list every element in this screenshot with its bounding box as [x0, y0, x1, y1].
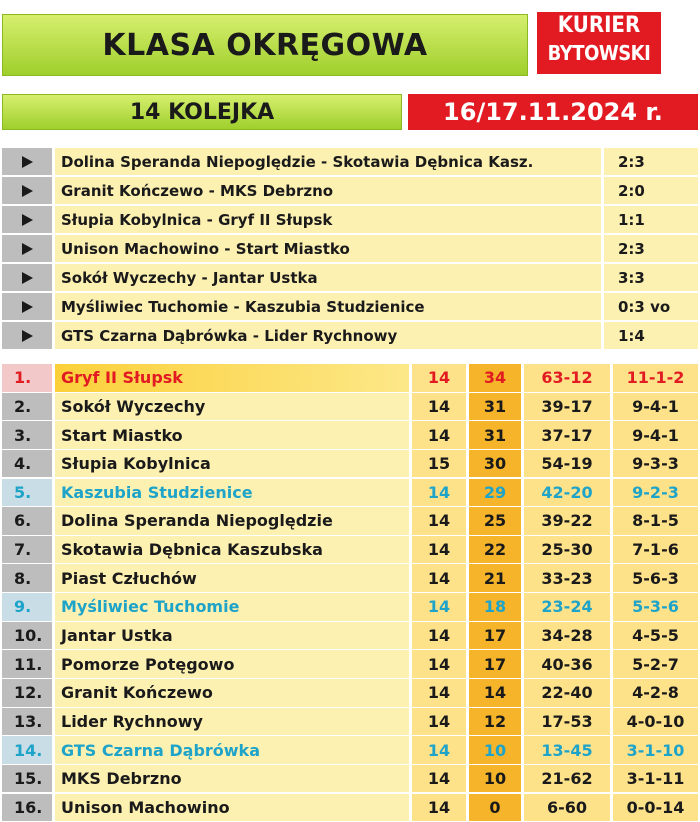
- match-row: [2, 293, 698, 320]
- games-played: 14: [412, 650, 466, 678]
- table-row: [2, 421, 698, 449]
- table-row: [2, 507, 698, 535]
- points: 10: [469, 765, 521, 793]
- team-name: Pomorze Potęgowo: [55, 650, 409, 678]
- games-played: 14: [412, 736, 466, 764]
- team-name: Start Miastko: [55, 421, 409, 449]
- team-name: Sokół Wyczechy: [55, 393, 409, 421]
- goals: 39-22: [524, 507, 610, 535]
- header: [0, 8, 700, 82]
- table-row: [2, 564, 698, 592]
- match-row: [2, 322, 698, 349]
- match-score: 1:4: [604, 322, 698, 349]
- points: 25: [469, 507, 521, 535]
- round-bar: [2, 94, 402, 130]
- match-row: [2, 235, 698, 262]
- play-arrow-icon: [2, 177, 52, 204]
- play-arrow-icon: [2, 293, 52, 320]
- match-fixture: Dolina Speranda Niepoględzie - Skotawia Dębnica Kasz.: [55, 148, 601, 175]
- match-fixture: Słupia Kobylnica - Gryf II Słupsk: [55, 206, 601, 233]
- games-played: 15: [412, 450, 466, 478]
- position: 2.: [2, 393, 52, 421]
- team-name: Unison Machowino: [55, 794, 409, 822]
- points: 31: [469, 393, 521, 421]
- goals: 21-62: [524, 765, 610, 793]
- logo-line2: BYTOWSKI: [547, 41, 651, 65]
- match-row: [2, 206, 698, 233]
- win-draw-loss: 5-6-3: [613, 564, 698, 592]
- position: 4.: [2, 450, 52, 478]
- games-played: 14: [412, 507, 466, 535]
- games-played: 14: [412, 679, 466, 707]
- win-draw-loss: 3-1-11: [613, 765, 698, 793]
- goals: 22-40: [524, 679, 610, 707]
- goals: 23-24: [524, 593, 610, 621]
- goals: 6-60: [524, 794, 610, 822]
- games-played: 14: [412, 593, 466, 621]
- match-fixture: Sokół Wyczechy - Jantar Ustka: [55, 264, 601, 291]
- games-played: 14: [412, 364, 466, 392]
- team-name: Granit Kończewo: [55, 679, 409, 707]
- play-arrow-icon: [2, 148, 52, 175]
- win-draw-loss: 5-2-7: [613, 650, 698, 678]
- play-arrow-icon: [2, 322, 52, 349]
- table-row: [2, 794, 698, 822]
- match-score: 2:3: [604, 235, 698, 262]
- games-played: 14: [412, 536, 466, 564]
- position: 1.: [2, 364, 52, 392]
- table-row: [2, 622, 698, 650]
- position: 3.: [2, 421, 52, 449]
- match-fixture: Myśliwiec Tuchomie - Kaszubia Studzienice: [55, 293, 601, 320]
- position: 15.: [2, 765, 52, 793]
- play-arrow-icon: [2, 235, 52, 262]
- match-score: 3:3: [604, 264, 698, 291]
- points: 14: [469, 679, 521, 707]
- play-arrow-icon: [2, 264, 52, 291]
- position: 12.: [2, 679, 52, 707]
- results-list: [2, 148, 698, 351]
- position: 8.: [2, 564, 52, 592]
- logo-line1: KURIER: [557, 13, 641, 38]
- match-row: [2, 148, 698, 175]
- goals: 37-17: [524, 421, 610, 449]
- goals: 40-36: [524, 650, 610, 678]
- games-played: 14: [412, 794, 466, 822]
- league-title: KLASA OKRĘGOWA: [102, 27, 428, 63]
- position: 11.: [2, 650, 52, 678]
- logo-box: [537, 12, 661, 74]
- table-row: [2, 736, 698, 764]
- points: 17: [469, 622, 521, 650]
- points: 21: [469, 564, 521, 592]
- table-row: [2, 765, 698, 793]
- round-date: 16/17.11.2024 r.: [443, 98, 663, 126]
- games-played: 14: [412, 765, 466, 793]
- match-score: 2:3: [604, 148, 698, 175]
- win-draw-loss: 9-3-3: [613, 450, 698, 478]
- match-fixture: Unison Machowino - Start Miastko: [55, 235, 601, 262]
- goals: 54-19: [524, 450, 610, 478]
- win-draw-loss: 7-1-6: [613, 536, 698, 564]
- win-draw-loss: 4-0-10: [613, 708, 698, 736]
- win-draw-loss: 11-1-2: [613, 364, 698, 392]
- position: 16.: [2, 794, 52, 822]
- team-name: Kaszubia Studzienice: [55, 479, 409, 507]
- points: 31: [469, 421, 521, 449]
- team-name: Gryf II Słupsk: [55, 364, 409, 392]
- round-label: 14 KOLEJKA: [129, 99, 275, 125]
- team-name: Myśliwiec Tuchomie: [55, 593, 409, 621]
- points: 12: [469, 708, 521, 736]
- table-row: [2, 364, 698, 392]
- goals: 13-45: [524, 736, 610, 764]
- position: 9.: [2, 593, 52, 621]
- goals: 42-20: [524, 479, 610, 507]
- match-score: 0:3 vo: [604, 293, 698, 320]
- team-name: Dolina Speranda Niepoględzie: [55, 507, 409, 535]
- points: 30: [469, 450, 521, 478]
- goals: 39-17: [524, 393, 610, 421]
- team-name: Skotawia Dębnica Kaszubska: [55, 536, 409, 564]
- goals: 33-23: [524, 564, 610, 592]
- position: 5.: [2, 479, 52, 507]
- date-bar: [408, 94, 698, 130]
- position: 14.: [2, 736, 52, 764]
- win-draw-loss: 8-1-5: [613, 507, 698, 535]
- win-draw-loss: 4-5-5: [613, 622, 698, 650]
- win-draw-loss: 0-0-14: [613, 794, 698, 822]
- win-draw-loss: 9-4-1: [613, 421, 698, 449]
- goals: 17-53: [524, 708, 610, 736]
- team-name: Piast Człuchów: [55, 564, 409, 592]
- points: 17: [469, 650, 521, 678]
- team-name: GTS Czarna Dąbrówka: [55, 736, 409, 764]
- match-fixture: Granit Kończewo - MKS Debrzno: [55, 177, 601, 204]
- points: 0: [469, 794, 521, 822]
- match-score: 2:0: [604, 177, 698, 204]
- kurier-bytowski-logo: [531, 8, 699, 78]
- win-draw-loss: 4-2-8: [613, 679, 698, 707]
- games-played: 14: [412, 421, 466, 449]
- position: 6.: [2, 507, 52, 535]
- win-draw-loss: 9-4-1: [613, 393, 698, 421]
- points: 10: [469, 736, 521, 764]
- standings-table: [2, 364, 698, 822]
- match-score: 1:1: [604, 206, 698, 233]
- table-row: [2, 708, 698, 736]
- points: 34: [469, 364, 521, 392]
- table-row: [2, 393, 698, 421]
- play-arrow-icon: [2, 206, 52, 233]
- win-draw-loss: 3-1-10: [613, 736, 698, 764]
- team-name: Jantar Ustka: [55, 622, 409, 650]
- points: 22: [469, 536, 521, 564]
- league-title-bar: [2, 14, 528, 76]
- win-draw-loss: 5-3-6: [613, 593, 698, 621]
- table-row: [2, 679, 698, 707]
- table-row: [2, 593, 698, 621]
- points: 29: [469, 479, 521, 507]
- goals: 25-30: [524, 536, 610, 564]
- team-name: Słupia Kobylnica: [55, 450, 409, 478]
- match-row: [2, 264, 698, 291]
- win-draw-loss: 9-2-3: [613, 479, 698, 507]
- position: 10.: [2, 622, 52, 650]
- games-played: 14: [412, 708, 466, 736]
- games-played: 14: [412, 393, 466, 421]
- points: 18: [469, 593, 521, 621]
- position: 7.: [2, 536, 52, 564]
- table-row: [2, 479, 698, 507]
- position: 13.: [2, 708, 52, 736]
- team-name: Lider Rychnowy: [55, 708, 409, 736]
- match-row: [2, 177, 698, 204]
- goals: 63-12: [524, 364, 610, 392]
- table-row: [2, 536, 698, 564]
- team-name: MKS Debrzno: [55, 765, 409, 793]
- games-played: 14: [412, 622, 466, 650]
- table-row: [2, 650, 698, 678]
- table-row: [2, 450, 698, 478]
- match-fixture: GTS Czarna Dąbrówka - Lider Rychnowy: [55, 322, 601, 349]
- games-played: 14: [412, 479, 466, 507]
- goals: 34-28: [524, 622, 610, 650]
- games-played: 14: [412, 564, 466, 592]
